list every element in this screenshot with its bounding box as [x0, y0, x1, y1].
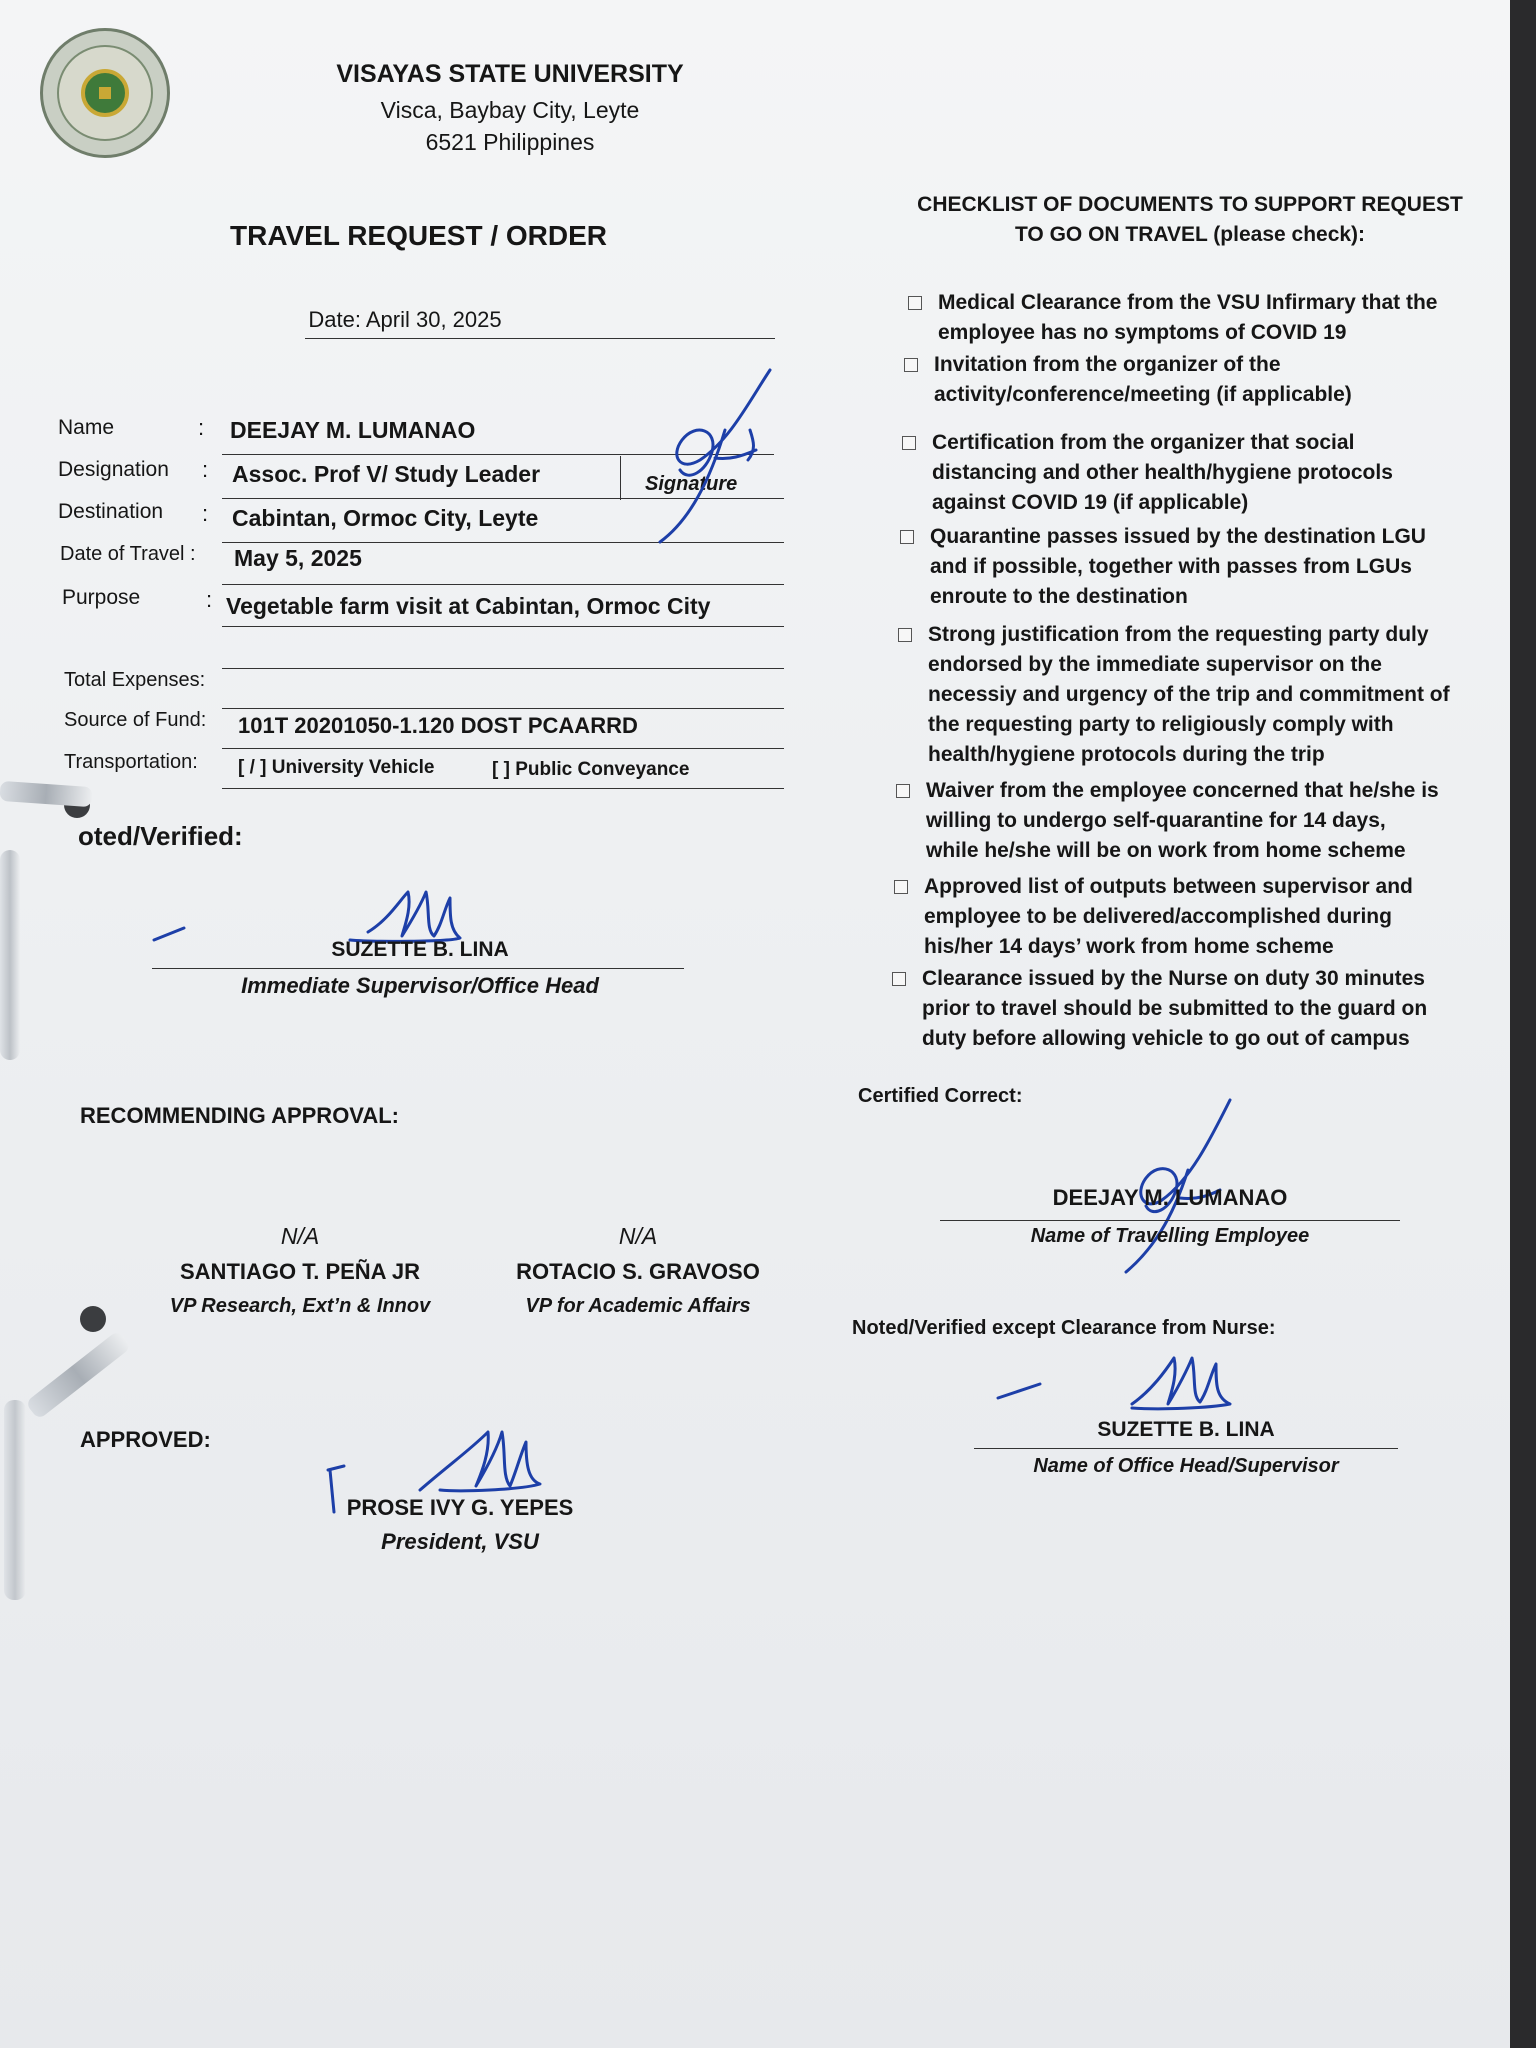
certified-correct-heading: Certified Correct:	[858, 1085, 1023, 1107]
noted-supervisor-title: Immediate Supervisor/Office Head	[241, 973, 599, 998]
checklist-item-line: and if possible, together with passes from LGUs	[930, 555, 1412, 578]
checklist-item	[922, 964, 1427, 1054]
vp-research-name: SANTIAGO T. PEÑA JR	[180, 1259, 420, 1284]
checklist-checkbox[interactable]	[894, 880, 908, 894]
total-expenses-label: Total Expenses:	[64, 669, 206, 691]
checklist-title	[900, 190, 1480, 250]
university-seal-logo	[40, 28, 170, 158]
source-of-fund-label: Source of Fund:	[64, 709, 207, 731]
vp-research-na: N/A	[280, 1223, 320, 1249]
checklist-title-line1: CHECKLIST OF DOCUMENTS TO SUPPORT REQUEST	[917, 193, 1463, 216]
purpose-underline-2	[222, 668, 784, 669]
checklist-title-line2: TO GO ON TRAVEL (please check):	[1014, 223, 1366, 246]
checklist-item-line: employee has no symptoms of COVID 19	[938, 321, 1347, 344]
purpose-underline	[222, 626, 784, 627]
checklist-item-line: enroute to the destination	[930, 585, 1188, 608]
transport-public-conveyance: [ ] Public Conveyance	[492, 759, 690, 780]
total-expenses-underline	[222, 708, 784, 709]
destination-colon: :	[202, 501, 209, 526]
checklist-item	[932, 428, 1393, 518]
checklist-item-line: activity/conference/meeting (if applicable)	[934, 383, 1352, 406]
name-label: Name	[58, 416, 115, 439]
checklist-item	[924, 872, 1413, 962]
checklist-checkbox[interactable]	[908, 296, 922, 310]
requester-signature	[630, 360, 790, 550]
checklist-item-line: Quarantine passes issued by the destination LGU	[930, 525, 1426, 548]
checklist-item-line: Certification from the organizer that social	[932, 431, 1355, 454]
travelling-employee-name: DEEJAY M. LUMANAO	[1052, 1185, 1288, 1210]
checklist-item-line: Medical Clearance from the VSU Infirmary that the	[938, 291, 1438, 314]
signature-label: Signature	[645, 473, 738, 495]
checklist-item-line: the requesting party to religiously comply with	[928, 713, 1394, 736]
destination-label: Destination	[58, 500, 164, 523]
destination-value: Cabintan, Ormoc City, Leyte	[232, 505, 539, 531]
checklist-item	[928, 620, 1450, 770]
transportation-underline	[222, 788, 784, 789]
binder-ring-bottom-shadow	[4, 1400, 26, 1600]
checklist-checkbox[interactable]	[900, 530, 914, 544]
designation-label: Designation	[58, 458, 169, 481]
checklist-item-line: necessiy and urgency of the trip and commitment of	[928, 683, 1450, 706]
checklist-item-line: employee to be delivered/accomplished during	[924, 905, 1392, 928]
university-name: VISAYAS STATE UNIVERSITY	[336, 60, 684, 88]
checklist-item-line: Invitation from the organizer of the	[934, 353, 1281, 376]
date-of-travel-label: Date of Travel :	[60, 543, 196, 565]
checklist-checkbox[interactable]	[892, 972, 906, 986]
date-of-travel-value: May 5, 2025	[234, 545, 362, 571]
checklist-item-line: his/her 14 days’ work from home scheme	[924, 935, 1334, 958]
office-head-title: Name of Office Head/Supervisor	[1033, 1455, 1339, 1477]
form-date: Date: April 30, 2025	[308, 307, 502, 332]
noted-verified-heading: oted/Verified:	[78, 821, 243, 851]
checklist-item-line: Waiver from the employee concerned that he/she is	[926, 779, 1439, 802]
checklist-item-line: health/hygiene protocols during the trip	[928, 743, 1325, 766]
checklist-item-line: against COVID 19 (if applicable)	[932, 491, 1249, 514]
checklist-item	[926, 776, 1439, 866]
purpose-label: Purpose	[62, 586, 141, 609]
binder-ring-top-shadow	[0, 850, 20, 1060]
noted-supervisor-underline	[152, 968, 684, 969]
approved-heading: APPROVED:	[80, 1427, 211, 1452]
vp-academic-name: ROTACIO S. GRAVOSO	[516, 1259, 760, 1284]
checklist-item-line: prior to travel should be submitted to the guard on	[922, 997, 1428, 1020]
checklist-item-line: endorsed by the immediate supervisor on the	[928, 653, 1382, 676]
office-head-signature	[990, 1340, 1270, 1420]
checklist-item-line: while he/she will be on work from home scheme	[926, 839, 1406, 862]
checklist-item	[938, 288, 1437, 348]
checklist-checkbox[interactable]	[896, 784, 910, 798]
checklist-checkbox[interactable]	[898, 628, 912, 642]
checklist-item	[930, 522, 1426, 612]
university-address-line1: Visca, Baybay City, Leyte	[380, 97, 640, 123]
president-title: President, VSU	[381, 1529, 539, 1554]
date-of-travel-underline	[222, 584, 784, 585]
noted-supervisor-name: SUZETTE B. LINA	[331, 938, 509, 961]
purpose-colon: :	[206, 587, 213, 612]
transportation-label: Transportation:	[64, 751, 198, 773]
name-value: DEEJAY M. LUMANAO	[230, 417, 476, 443]
form-title: TRAVEL REQUEST / ORDER	[230, 220, 608, 251]
designation-colon: :	[202, 457, 209, 482]
checklist-item	[934, 350, 1352, 410]
university-address-line2: 6521 Philippines	[425, 129, 595, 155]
checklist-checkbox[interactable]	[902, 436, 916, 450]
transport-university-vehicle: [ / ] University Vehicle	[238, 757, 435, 778]
recommending-approval-heading: RECOMMENDING APPROVAL:	[80, 1103, 399, 1128]
noted-except-heading: Noted/Verified except Clearance from Nurse:	[852, 1317, 1276, 1339]
vp-academic-title: VP for Academic Affairs	[525, 1295, 751, 1317]
checklist-item-line: distancing and other health/hygiene protocols	[932, 461, 1393, 484]
office-head-underline	[974, 1448, 1398, 1449]
checklist-item-line: Strong justification from the requesting party duly	[928, 623, 1429, 646]
vp-research-title: VP Research, Ext’n & Innov	[169, 1295, 431, 1317]
checklist-item-line: duty before allowing vehicle to go out of campus	[922, 1027, 1410, 1050]
travelling-employee-title: Name of Travelling Employee	[1030, 1225, 1310, 1247]
source-of-fund-underline	[222, 748, 784, 749]
checklist-item-line: willing to undergo self-quarantine for 14 days,	[926, 809, 1386, 832]
signature-divider	[620, 456, 621, 500]
president-name: PROSE IVY G. YEPES	[346, 1495, 574, 1520]
source-of-fund-value: 101T 20201050-1.120 DOST PCAARRD	[238, 713, 638, 738]
checklist-item-line: Approved list of outputs between supervisor and	[924, 875, 1413, 898]
designation-value: Assoc. Prof V/ Study Leader	[232, 461, 541, 487]
purpose-value: Vegetable farm visit at Cabintan, Ormoc City	[226, 593, 711, 619]
travelling-employee-underline	[940, 1220, 1400, 1221]
binder-hole-bottom	[80, 1306, 106, 1332]
checklist-checkbox[interactable]	[904, 358, 918, 372]
date-underline	[305, 338, 775, 339]
checklist-item-line: Clearance issued by the Nurse on duty 30 minutes	[922, 967, 1425, 990]
name-colon: :	[198, 415, 205, 440]
vp-academic-na: N/A	[618, 1223, 658, 1249]
office-head-name: SUZETTE B. LINA	[1097, 1418, 1275, 1441]
